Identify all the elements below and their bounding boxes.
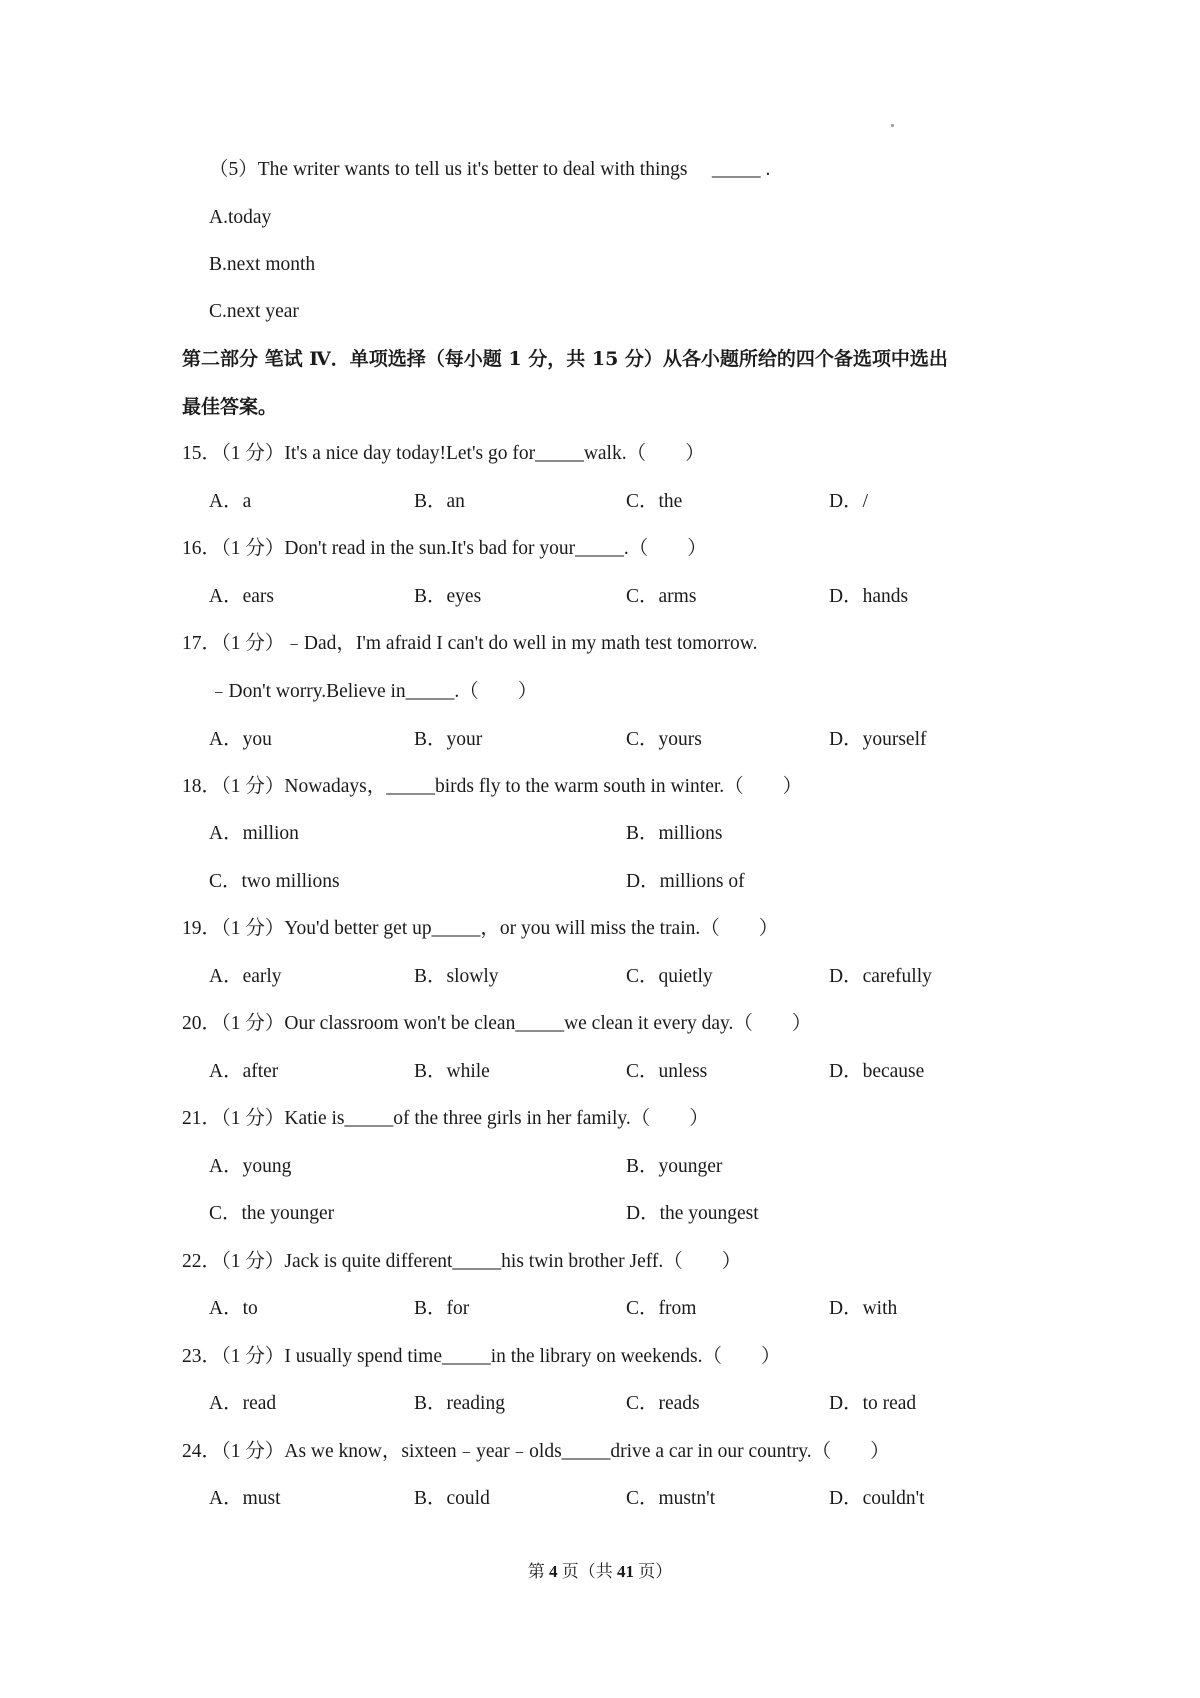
q5-option-b: B.next month — [209, 254, 316, 275]
question-23-options — [209, 1392, 1009, 1416]
option-b: B．eyes — [414, 586, 482, 607]
option-b: B．could — [414, 1488, 490, 1509]
option-c: C．quietly — [626, 966, 713, 987]
question-18-stem: 18．（1 分）Nowadays，_____birds fly to the warm south in winter.（ ） — [182, 776, 803, 797]
question-19-stem: 19．（1 分）You'd better get up_____，or you will miss the train.（ ） — [182, 918, 779, 939]
question-17-stem: 17．（1 分）﹣Dad，I'm afraid I can't do well in my math test tomorrow. — [182, 633, 758, 654]
option-d: D．millions of — [626, 871, 745, 892]
footer-page-number: 4 — [549, 1562, 558, 1581]
option-d: D．hands — [829, 586, 909, 607]
option-b: B．reading — [414, 1393, 505, 1414]
option-b: B．for — [414, 1298, 470, 1319]
question-24-stem: 24．（1 分）As we know，sixteen﹣year﹣olds_____drive a car in our country.（ ） — [182, 1441, 890, 1462]
option-d: D．because — [829, 1061, 925, 1082]
option-b: B．while — [414, 1061, 490, 1082]
question-15-options — [209, 490, 1009, 514]
option-c: C．arms — [626, 586, 697, 607]
footer-suffix: 页） — [634, 1562, 673, 1581]
question-21-options-row1 — [209, 1155, 1009, 1179]
option-b: B．millions — [626, 823, 723, 844]
question-17-options — [209, 728, 1009, 752]
question-21-stem: 21．（1 分）Katie is_____of the three girls in her family.（ ） — [182, 1108, 709, 1129]
option-a: A．to — [209, 1298, 258, 1319]
option-d: D．with — [829, 1298, 898, 1319]
question-24-options — [209, 1487, 1009, 1511]
question-17-stem-reply: ﹣Don't worry.Believe in_____.（ ） — [209, 681, 538, 702]
question-20-stem: 20．（1 分）Our classroom won't be clean_____we clean it every day.（ ） — [182, 1013, 812, 1034]
option-c: C．from — [626, 1298, 697, 1319]
option-c: C．the — [626, 491, 683, 512]
option-d: D．carefully — [829, 966, 932, 987]
question-22-options — [209, 1297, 1009, 1321]
option-d: D．yourself — [829, 729, 927, 750]
option-a: A．after — [209, 1061, 279, 1082]
option-a: A．ears — [209, 586, 274, 607]
question-16-options — [209, 585, 1009, 609]
section-heading-line1: 第二部分 笔试 Ⅳ．单项选择（每小题 1 分，共 15 分）从各小题所给的四个备选项中选出 — [182, 348, 948, 370]
option-c: C．two millions — [209, 871, 340, 892]
option-a: A．must — [209, 1488, 281, 1509]
footer-middle: 页（共 — [557, 1562, 617, 1581]
option-d: D．/ — [829, 491, 869, 512]
scan-speck — [891, 124, 894, 127]
question-19-options — [209, 965, 1009, 989]
page-footer — [0, 1560, 1200, 1584]
option-b: B．slowly — [414, 966, 499, 987]
option-a: A．you — [209, 729, 272, 750]
q5-option-c: C.next year — [209, 301, 299, 322]
question-21-options-row2 — [209, 1202, 1009, 1226]
option-d: D．to read — [829, 1393, 917, 1414]
footer-total-pages: 41 — [617, 1562, 634, 1581]
option-b: B．your — [414, 729, 483, 750]
option-a: A．read — [209, 1393, 277, 1414]
option-c: C．unless — [626, 1061, 708, 1082]
question-18-options-row1 — [209, 822, 1009, 846]
q5-stem: （5）The writer wants to tell us it's better to deal with things _____ . — [209, 159, 771, 180]
option-c: C．reads — [626, 1393, 700, 1414]
question-23-stem: 23．（1 分）I usually spend time_____in the library on weekends.（ ） — [182, 1346, 781, 1367]
option-b: B．younger — [626, 1156, 723, 1177]
question-18-options-row2 — [209, 870, 1009, 894]
option-d: D．couldn't — [829, 1488, 925, 1509]
question-22-stem: 22．（1 分）Jack is quite different_____his twin brother Jeff.（ ） — [182, 1251, 742, 1272]
question-20-options — [209, 1060, 1009, 1084]
option-d: D．the youngest — [626, 1203, 759, 1224]
footer-prefix: 第 — [527, 1562, 549, 1581]
option-a: A．young — [209, 1156, 292, 1177]
option-c: C．the younger — [209, 1203, 335, 1224]
q5-option-a: A.today — [209, 207, 272, 228]
option-a: A．million — [209, 823, 299, 844]
option-a: A．a — [209, 491, 252, 512]
option-c: C．yours — [626, 729, 702, 750]
question-15-stem: 15．（1 分）It's a nice day today!Let's go for_____walk.（ ） — [182, 443, 705, 464]
option-a: A．early — [209, 966, 282, 987]
option-b: B．an — [414, 491, 465, 512]
option-c: C．mustn't — [626, 1488, 716, 1509]
section-heading-line2: 最佳答案。 — [182, 396, 278, 418]
question-16-stem: 16．（1 分）Don't read in the sun.It's bad for your_____.（ ） — [182, 538, 707, 559]
